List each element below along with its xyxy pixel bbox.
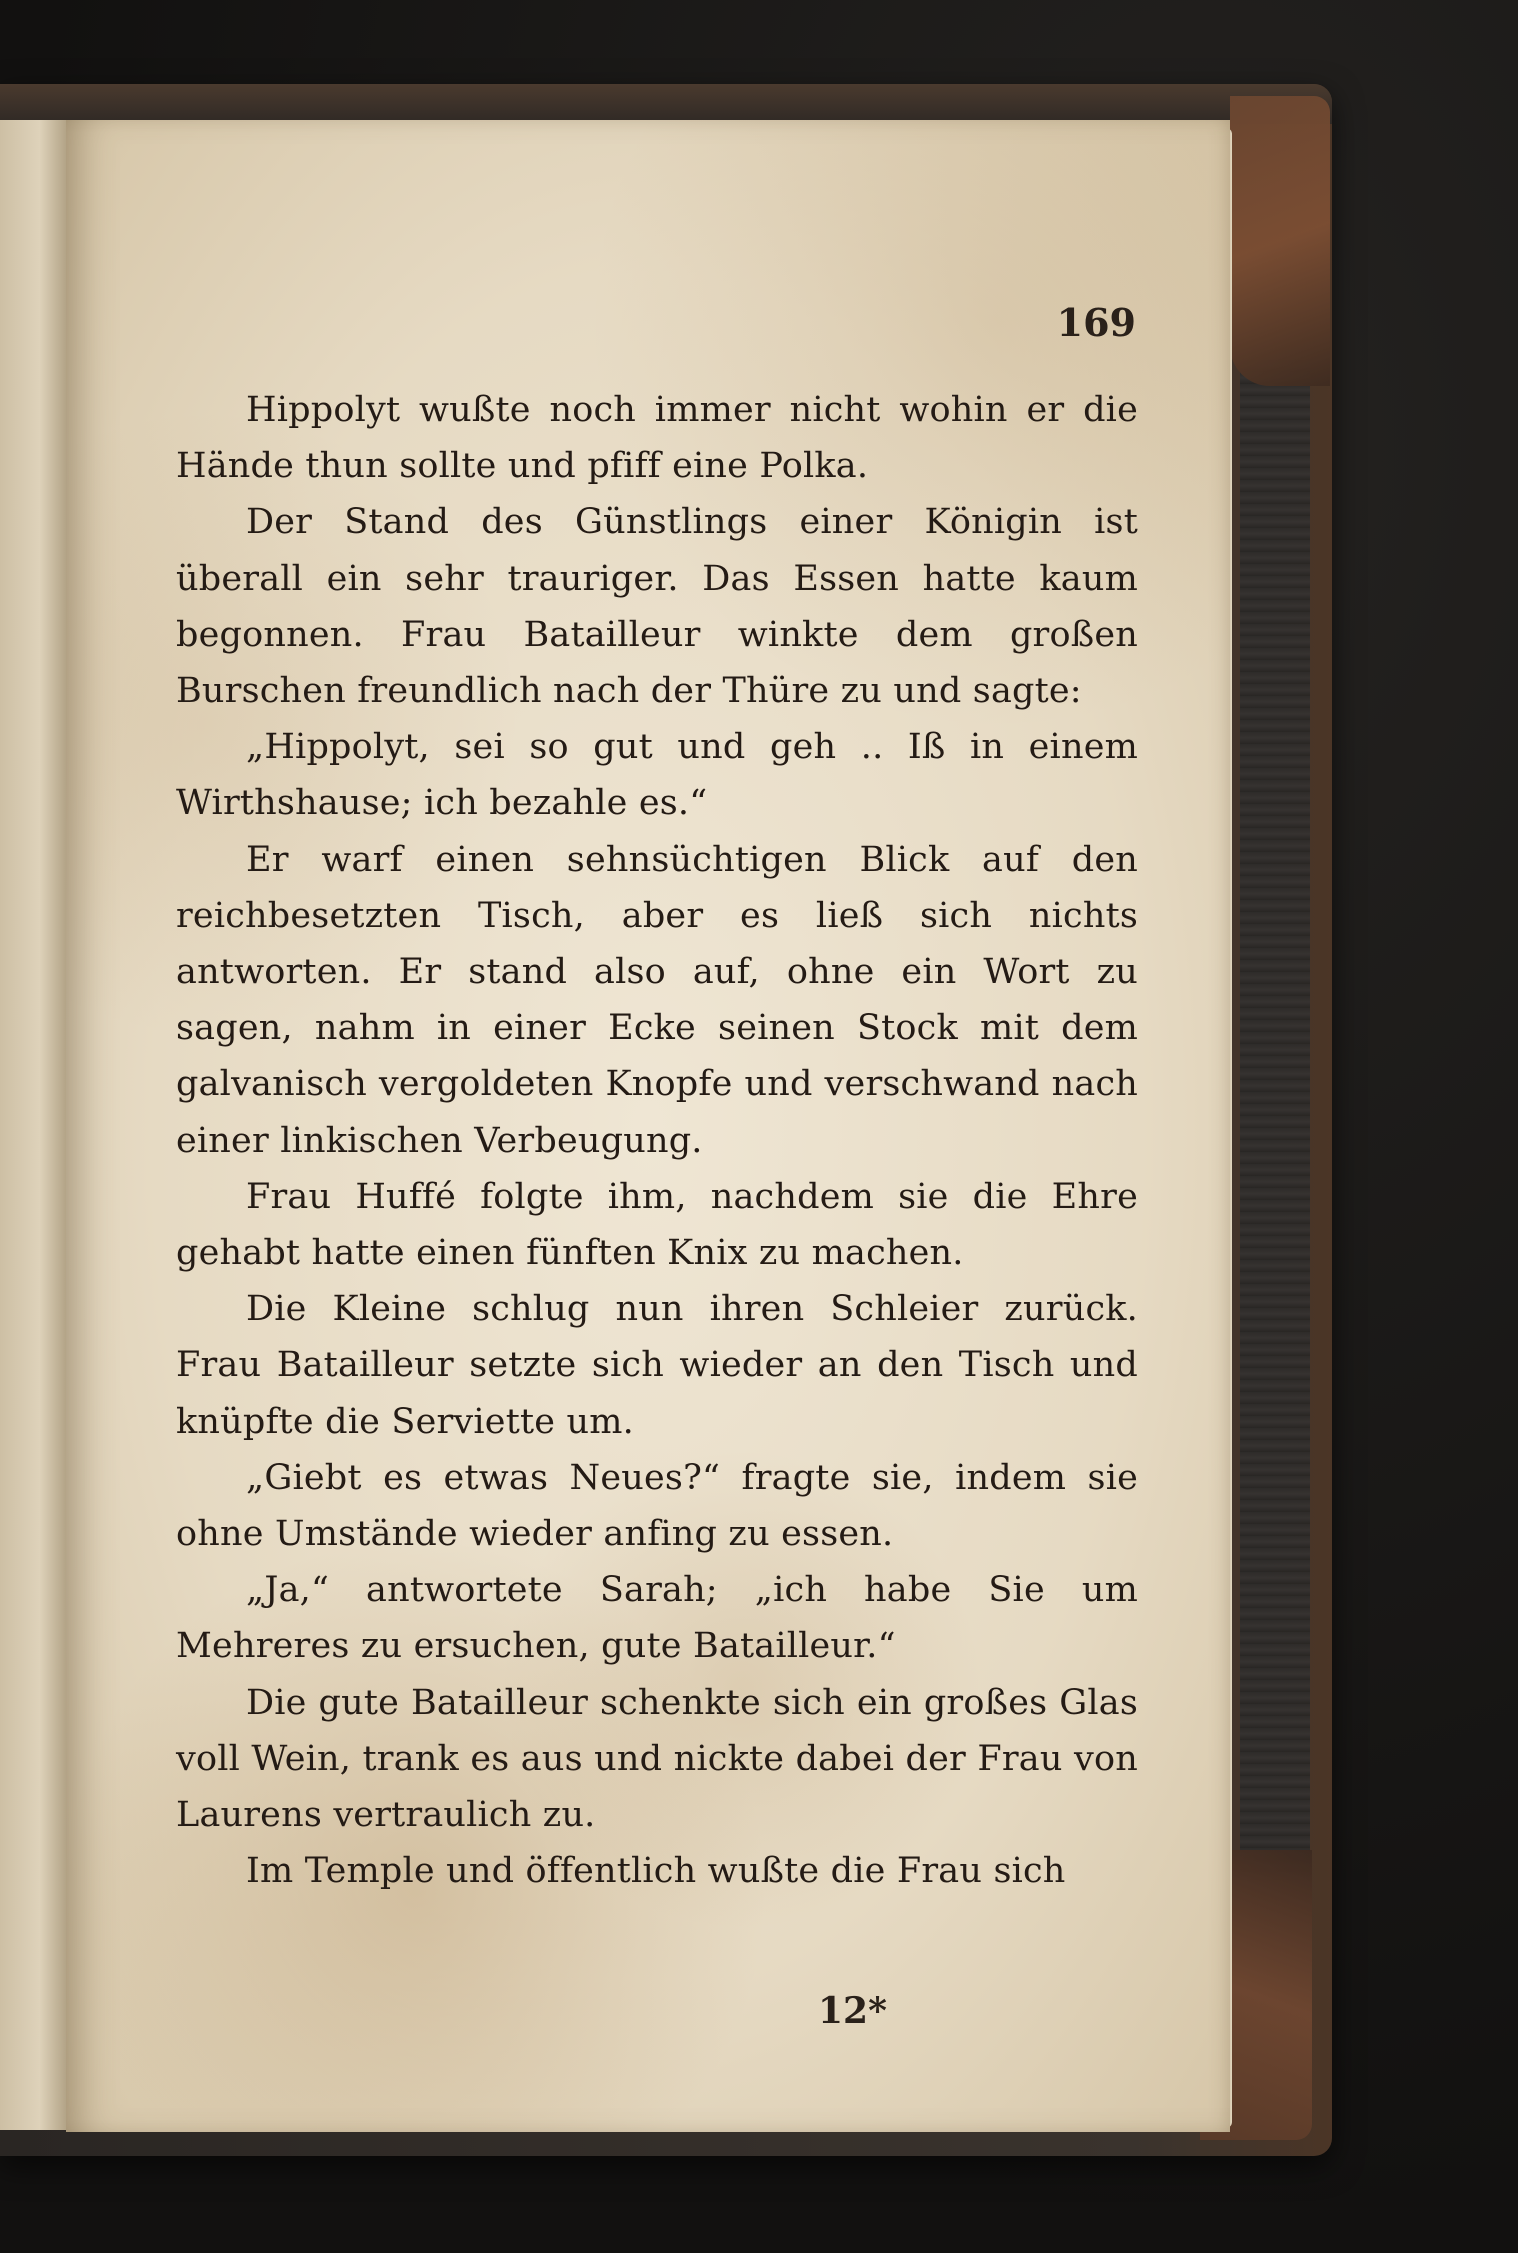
page-text	[176, 382, 1138, 1899]
book-page	[66, 120, 1230, 2132]
paragraph: „Giebt es etwas Neues?“ fragte sie, indem sie ohne Umstände wieder anfing zu essen.	[176, 1457, 1138, 1555]
paragraph: Frau Huffé folgte ihm, nachdem sie die Ehre gehabt hatte einen fünften Knix zu machen.	[176, 1176, 1138, 1274]
paragraph: Der Stand des Günstlings einer Königin ist überall ein sehr trauriger. Das Essen hatte kaum begonnen. Frau Batailleur winkte dem großen Burschen freundlich nach der Thüre zu und sagte:	[176, 502, 1138, 712]
paragraph: „Hippolyt, sei so gut und geh .. Iß in einem Wirthshause; ich bezahle es.“	[176, 727, 1138, 824]
paragraph: Die gute Batailleur schenkte sich ein großes Glas voll Wein, trank es aus und nickte dabei der Frau von Laurens vertraulich zu.	[176, 1682, 1138, 1836]
paragraph: Er warf einen sehnsüchtigen Blick auf den reichbesetzten Tisch, aber es ließ sich nichts antworten. Er stand also auf, ohne ein Wort zu sagen, nahm in einer Ecke seinen Stock mit dem galvanisch vergoldeten Knopfe und verschwand nach einer linkischen Verbeugung.	[176, 839, 1138, 1161]
book-cover-cloth	[1240, 360, 1310, 1880]
paragraph: Hippolyt wußte noch immer nicht wohin er die Hände thun sollte und pfiff eine Polka.	[176, 390, 1138, 487]
paragraph: Im Temple und öffentlich wußte die Frau sich	[246, 1851, 1066, 1892]
book-corner-top	[1230, 96, 1330, 386]
signature-mark: 12*	[818, 1990, 887, 2032]
facing-page-edge	[0, 120, 66, 2130]
paragraph: Die Kleine schlug nun ihren Schleier zurück. Frau Batailleur setzte sich wieder an den Tisch und knüpfte die Serviette um.	[176, 1289, 1138, 1442]
paragraph: „Ja,“ antwortete Sarah; „ich habe Sie um Mehreres zu ersuchen, gute Batailleur.“	[176, 1570, 1138, 1667]
page-number: 169	[1056, 300, 1136, 345]
book-cover-top-edge	[0, 84, 1332, 124]
